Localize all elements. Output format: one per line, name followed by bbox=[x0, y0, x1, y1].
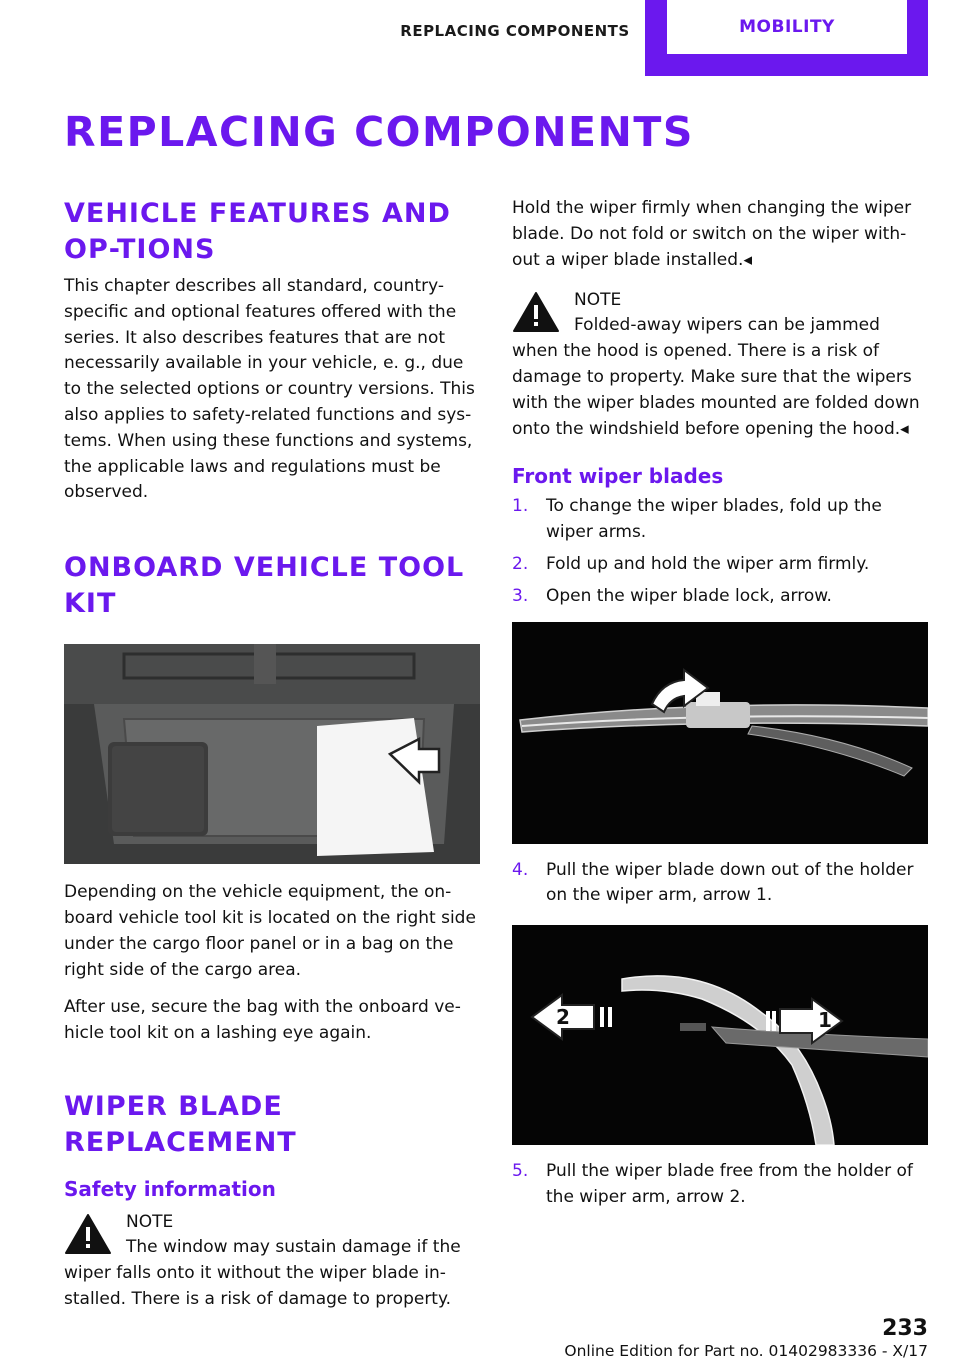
step-number: 2. bbox=[512, 553, 529, 574]
left-column bbox=[64, 196, 480, 1312]
steps-list-a bbox=[512, 494, 928, 609]
note-text-2: Folded-away wipers can be jammed when the hood is opened. There is a risk of damage to property. Make sure that the wipers with the wiper blades mounted are folded down onto the windshield before opening the hood.◂ bbox=[512, 315, 920, 439]
chapter-tab bbox=[645, 0, 928, 76]
wiper-lock-illustration bbox=[512, 622, 928, 844]
wiper-heading: WIPER BLADE REPLACEMENT bbox=[64, 1090, 297, 1158]
wiper-removal-illustration bbox=[512, 925, 928, 1145]
step-text: Pull the wiper blade free from the holder of the wiper arm, arrow 2. bbox=[546, 1161, 913, 1207]
step-number: 1. bbox=[512, 496, 529, 517]
arrow-2-label: 2 bbox=[556, 1005, 570, 1030]
warning-icon bbox=[512, 291, 560, 333]
list-item bbox=[512, 584, 928, 610]
tool-kit-illustration bbox=[64, 644, 480, 864]
wiper-removal-figure bbox=[512, 925, 928, 1145]
features-body: This chapter describes all standard, country-specific and optional features offered with the series. It also describes features that are not necessarily available in your vehicle, e. g., due to the selected options or country versions. This also applies to safety-related functions and sys‐tems. When using these functions and systems, the applicable laws and regulations must be observed. bbox=[64, 276, 475, 503]
chapter-tab-label: MOBILITY bbox=[667, 0, 907, 54]
note-block-2 bbox=[512, 287, 928, 442]
note-text-1: The window may sustain damage if the wiper falls onto it without the wiper blade in‐stalled. There is a risk of damage to property. bbox=[64, 1236, 461, 1309]
features-heading: VEHICLE FEATURES AND OP‐TIONS bbox=[64, 198, 451, 265]
toolkit-para2: After use, secure the bag with the onboard ve‐hicle tool kit on a lashing eye again. bbox=[64, 997, 461, 1044]
note-label-1: NOTE bbox=[126, 1211, 174, 1232]
list-item bbox=[512, 552, 928, 578]
toolkit-heading: ONBOARD VEHICLE TOOL KIT bbox=[64, 552, 465, 620]
step-text: To change the wiper blades, fold up the wiper arms. bbox=[546, 496, 882, 543]
note-block-1 bbox=[64, 1209, 480, 1312]
steps-list-c bbox=[512, 1159, 928, 1211]
wiper-continued-text: Hold the wiper firmly when changing the wiper blade. Do not fold or switch on the wiper with‐out a wiper blade installed.◂ bbox=[512, 198, 912, 270]
note-label-2: NOTE bbox=[574, 290, 622, 311]
right-column bbox=[512, 196, 928, 1217]
wiper-lock-figure bbox=[512, 622, 928, 844]
front-wiper-heading: Front wiper blades bbox=[512, 464, 724, 489]
toolkit-para1: Depending on the vehicle equipment, the on‐board vehicle tool kit is located on the right side under the cargo floor panel or in a bag on the right side of the cargo area. bbox=[64, 882, 476, 980]
running-header-section: REPLACING COMPONENTS bbox=[400, 22, 630, 40]
page-number: 233 bbox=[882, 1316, 928, 1341]
step-number: 3. bbox=[512, 585, 529, 606]
list-item bbox=[512, 858, 928, 910]
step-number: 5. bbox=[512, 1161, 529, 1182]
page-footer bbox=[564, 1318, 928, 1360]
list-item bbox=[512, 494, 928, 546]
edition-line: Online Edition for Part no. 01402983336 - X/17 bbox=[564, 1342, 928, 1360]
step-number: 4. bbox=[512, 859, 529, 880]
safety-info-heading: Safety information bbox=[64, 1176, 276, 1201]
steps-list-b bbox=[512, 858, 928, 910]
step-text: Fold up and hold the wiper arm firmly. bbox=[546, 553, 870, 574]
warning-icon bbox=[64, 1213, 112, 1255]
page-title: REPLACING COMPONENTS bbox=[64, 108, 694, 156]
arrow-1-label: 1 bbox=[818, 1008, 832, 1033]
list-item bbox=[512, 1159, 928, 1211]
toolkit-figure bbox=[64, 644, 480, 864]
step-text: Pull the wiper blade down out of the holder on the wiper arm, arrow 1. bbox=[546, 859, 914, 906]
step-text: Open the wiper blade lock, arrow. bbox=[546, 585, 832, 606]
